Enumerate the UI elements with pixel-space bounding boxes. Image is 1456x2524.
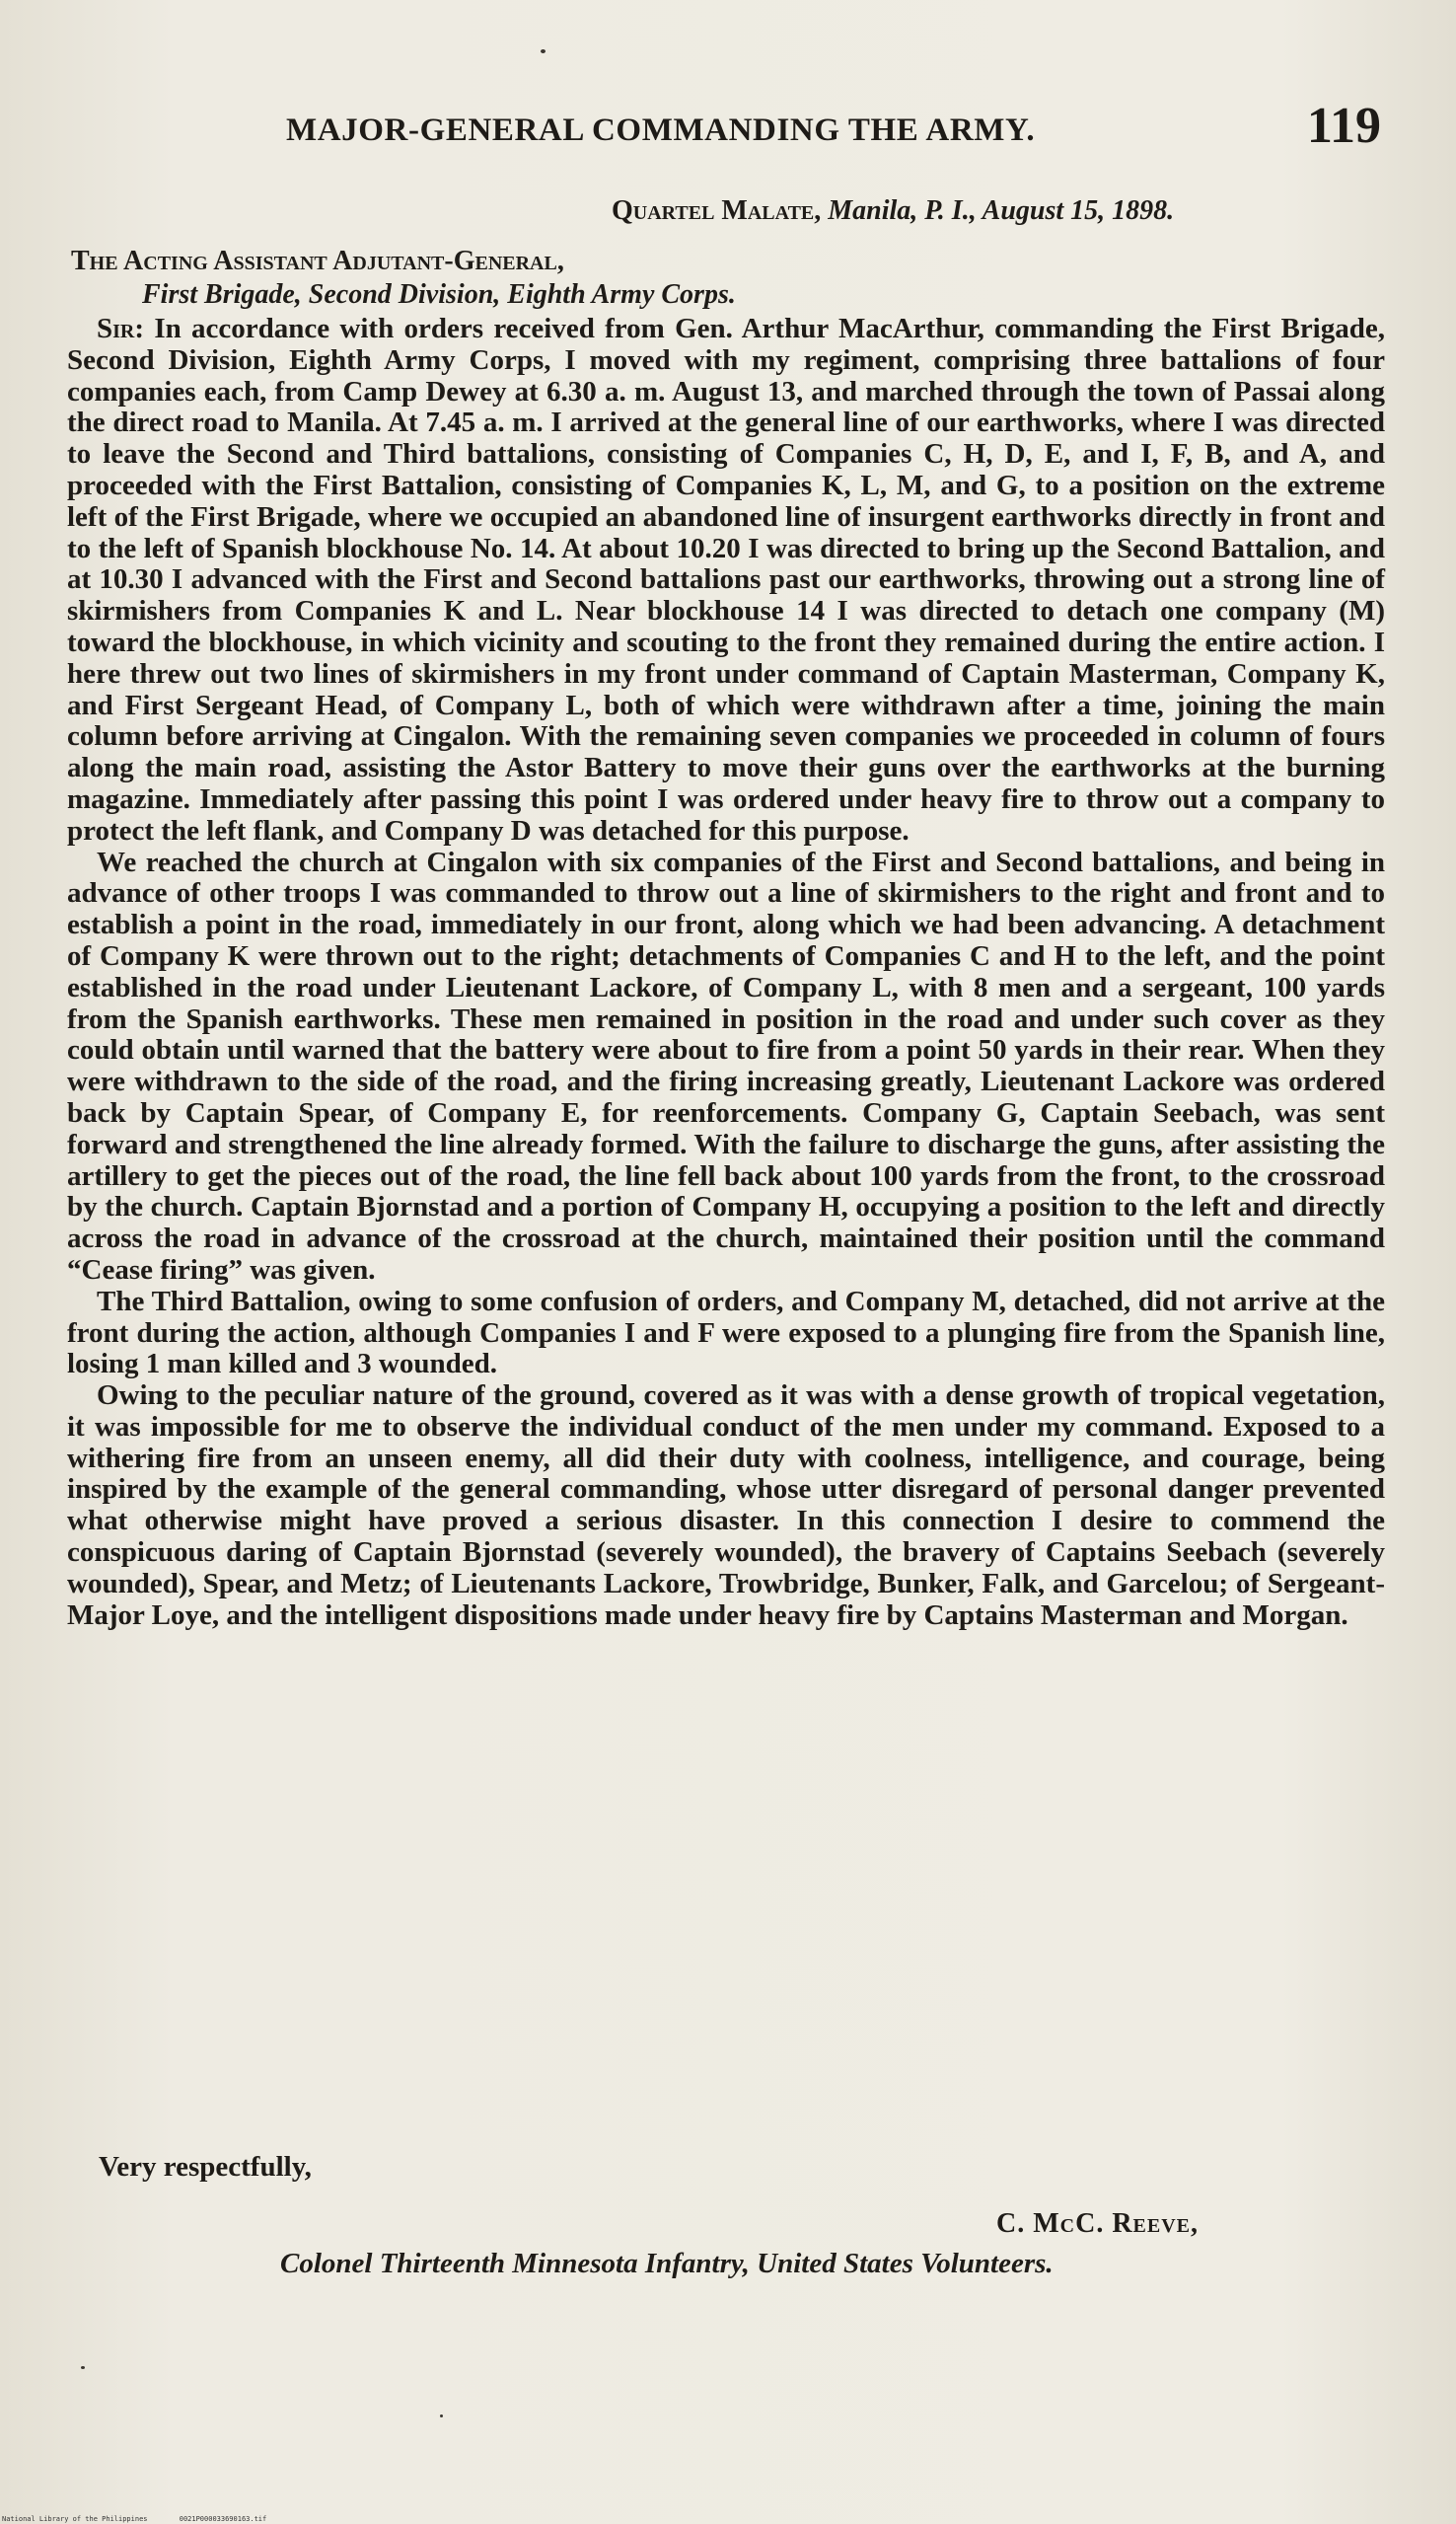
dateline [612,195,1174,227]
ink-speck [541,49,546,53]
dateline-place: Quartel Malate, [612,195,822,226]
signature-title: Colonel Thirteenth Minnesota Infantry, United States Volunteers. [280,2248,1054,2279]
salutation: Sir: [97,313,145,344]
paragraph: The Third Battalion, owing to some confusion of orders, and Company M, detached, did not arrive at the front during the action, although Companies I and F were exposed to a plunging fire from the Spanish line, losing 1 man killed and 3 wounded. [67,1285,1385,1380]
addressee-title: The Acting Assistant Adjutant-General, [71,246,564,276]
dateline-location-date: Manila, P. I., August 15, 1898. [828,195,1175,226]
running-head: MAJOR-GENERAL COMMANDING THE ARMY. [286,112,1036,148]
complimentary-close: Very respectfully, [99,2151,312,2183]
footer-file-id: 0021P000033690163.tif [179,2515,267,2523]
paragraph: Owing to the peculiar nature of the ground, covered as it was with a dense growth of tropical vegetation, it was impossible for me to observe the individual conduct of the men under my command. Exposed to a withering fire from an unseen enemy, all did their duty with coolness, intelligence, and courage, being inspired by the example of the general commanding, whose utter disregard of personal danger prevented what otherwise might have proved a serious disaster. In this connection I desire to commend the conspicuous daring of Captain Bjornstad (severely wounded), the bravery of Captains Seebach (severely wounded), Spear, and Metz; of Lieutenants Lackore, Trowbridge, Bunker, Falk, and Garcelou; of Sergeant-Major Loye, and the intelligent dispositions made under heavy fire by Captains Masterman and Morgan. [67,1379,1385,1631]
paragraph-text: In accordance with orders received from Gen. Arthur MacArthur, commanding the First Brigade, Second Division, Eighth Army Corps, I moved with my regiment, comprising three battalions of four companies each, from Camp Dewey at 6.30 a. m. August 13, and marched through the town of Passai along the direct road to Manila. At 7.45 a. m. I arrived at the general line of our earthworks, where I was directed to leave the Second and Third battalions, consisting of Companies C, H, D, E, and I, F, B, and A, and proceeded with the First Battalion, consisting of Companies K, L, M, and G, to a position on the extreme left of the First Brigade, where we occupied an abandoned line of insurgent earthworks directly in front and to the left of Spanish blockhouse No. 14. At about 10.20 I was directed to bring up the Second Battalion, and at 10.30 I advanced with the First and Second battalions past our earthworks, throwing out a strong line of skirmishers from Companies K and L. Near blockhouse 14 I was directed to detach one company (M) toward the blockhouse, in which vicinity and scouting to the front they remained during the entire action. I here threw out two lines of skirmishers in my front under command of Captain Masterman, Company K, and First Sergeant Head, of Company L, both of which were withdrawn after a time, joining the main column before arriving at Cingalon. With the remaining seven companies we proceeded in column of fours along the main road, assisting the Astor Battery to move their guns over the earthworks at the burning magazine. Immediately after passing this point I was ordered under heavy fire to throw out a company to protect the left flank, and Company D was detached for this purpose. [67,313,1385,847]
footer-library: National Library of the Philippines [2,2515,148,2523]
ink-speck [440,2414,443,2417]
signature-name: C. McC. Reeve, [996,2208,1199,2239]
signature [996,2208,1199,2240]
letter-body [67,314,1385,1631]
ink-speck [81,2366,85,2369]
scan-footer [2,2515,266,2523]
page-number: 119 [1306,98,1381,154]
addressee-unit: First Brigade, Second Division, Eighth Army Corps. [142,279,736,310]
addressee [71,245,736,312]
paragraph: We reached the church at Cingalon with six companies of the First and Second battalions, and being in advance of other troops I was commanded to throw out a line of skirmishers to the right and front and to establish a point in the road, immediately in our front, along which we had been advancing. A detachment of Company K were thrown out to the right; detachments of Companies C and H to the left, and the point established in the road under Lieutenant Lackore, of Company L, with 8 men and a sergeant, 100 yards from the Spanish earthworks. These men remained in position in the road and under such cover as they could obtain until warned that the battery were about to fire from a point 50 yards in their rear. When they were withdrawn to the side of the road, and the firing increasing greatly, Lieutenant Lackore was ordered back by Captain Spear, of Company E, for reenforcements. Company G, Captain Seebach, was sent forward and strengthened the line already formed. With the failure to discharge the guns, after assisting the artillery to get the pieces out of the road, the line fell back about 100 yards from the front, to the crossroad by the church. Captain Bjornstad and a portion of Company H, occupying a position to the left and directly across the road in advance of the crossroad at the church, maintained their position until the command “Cease firing” was given. [67,846,1385,1286]
page-header [286,97,1381,166]
paragraph [67,314,1385,848]
